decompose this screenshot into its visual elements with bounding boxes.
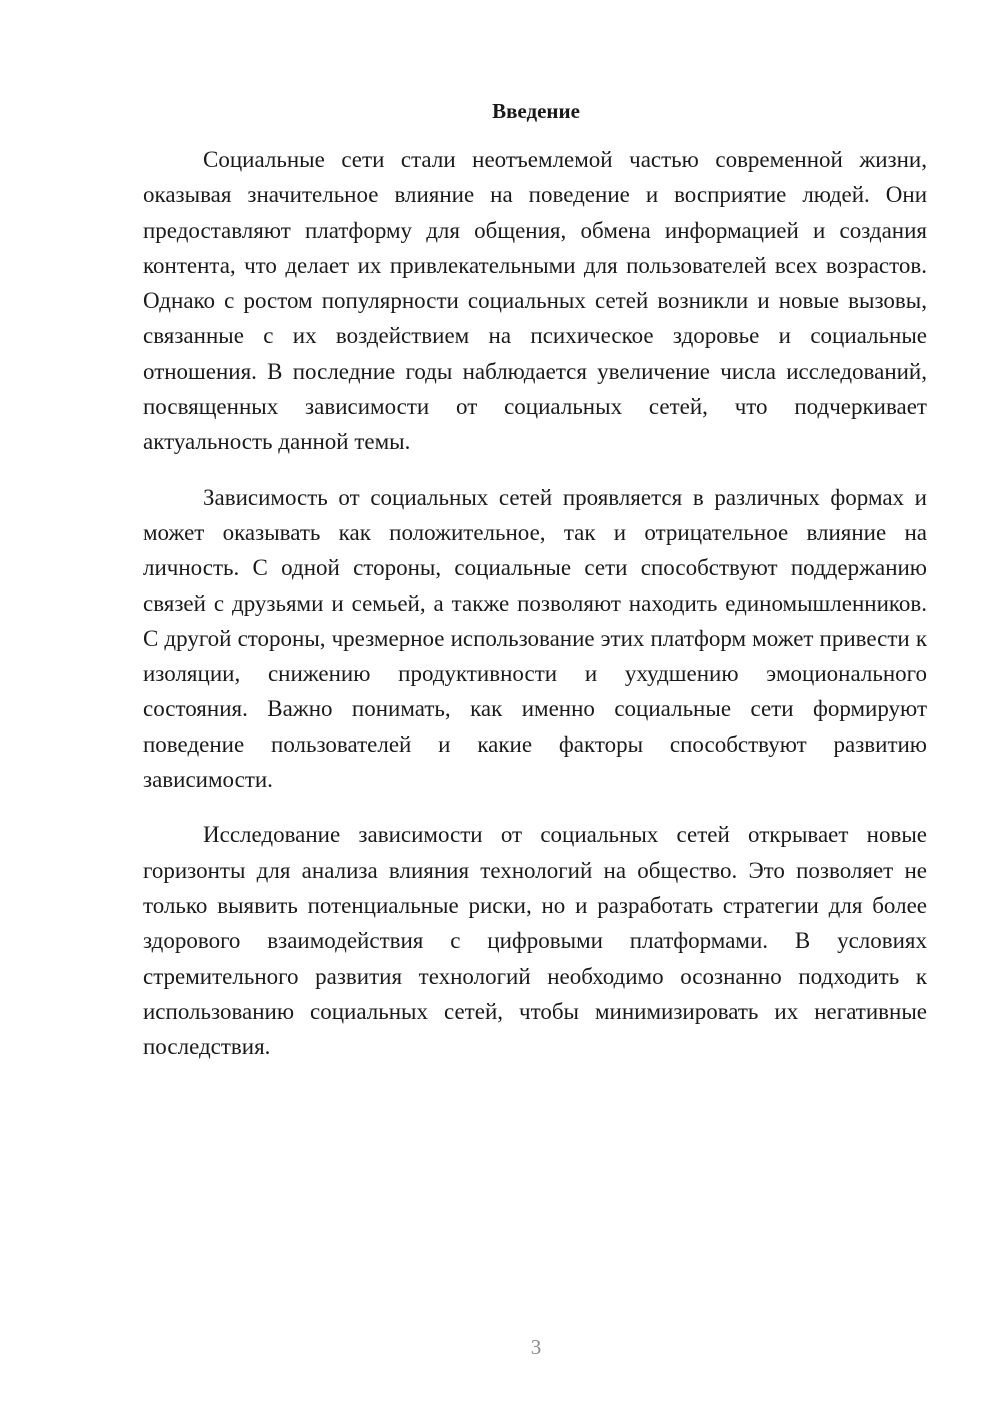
body-text	[143, 142, 927, 1084]
section-title: Введение	[492, 99, 580, 123]
paragraph-1: Социальные сети стали неотъемлемой частью современной жизни, оказывая значительное влияние на поведение и восприятие людей. Они предоставляют платформу для общения, обмена информацией и создания контента, что делает их привлекательными для пользователей всех возрастов. Однако с ростом популярности социальных сетей возникли и новые вызовы, связанные с их воздействием на психическое здоровье и социальные отношения. В последние годы наблюдается увеличение числа исследований, посвященных зависимости от социальных сетей, что подчеркивает актуальность данной темы.	[143, 147, 927, 455]
paragraph-2: Зависимость от социальных сетей проявляется в различных формах и может оказывать как положительное, так и отрицательное влияние на личность. С одной стороны, социальные сети способствуют поддержанию связей с друзьями и семьей, а также позволяют находить единомышленников. С другой стороны, чрезмерное использование этих платформ может привести к изоляции, снижению продуктивности и ухудшению эмоционального состояния. Важно понимать, как именно социальные сети формируют поведение пользователей и какие факторы способствуют развитию зависимости.	[143, 484, 927, 793]
page-number: 3	[530, 1335, 542, 1359]
paragraph-3: Исследование зависимости от социальных сетей открывает новые горизонты для анализа влияния технологий на общество. Это позволяет не только выявить потенциальные риски, но и разработать стратегии для более здорового взаимодействия с цифровыми платформами. В условиях стремительного развития технологий необходимо осознанно подходить к использованию социальных сетей, чтобы минимизировать их негативные последствия.	[143, 822, 927, 1060]
